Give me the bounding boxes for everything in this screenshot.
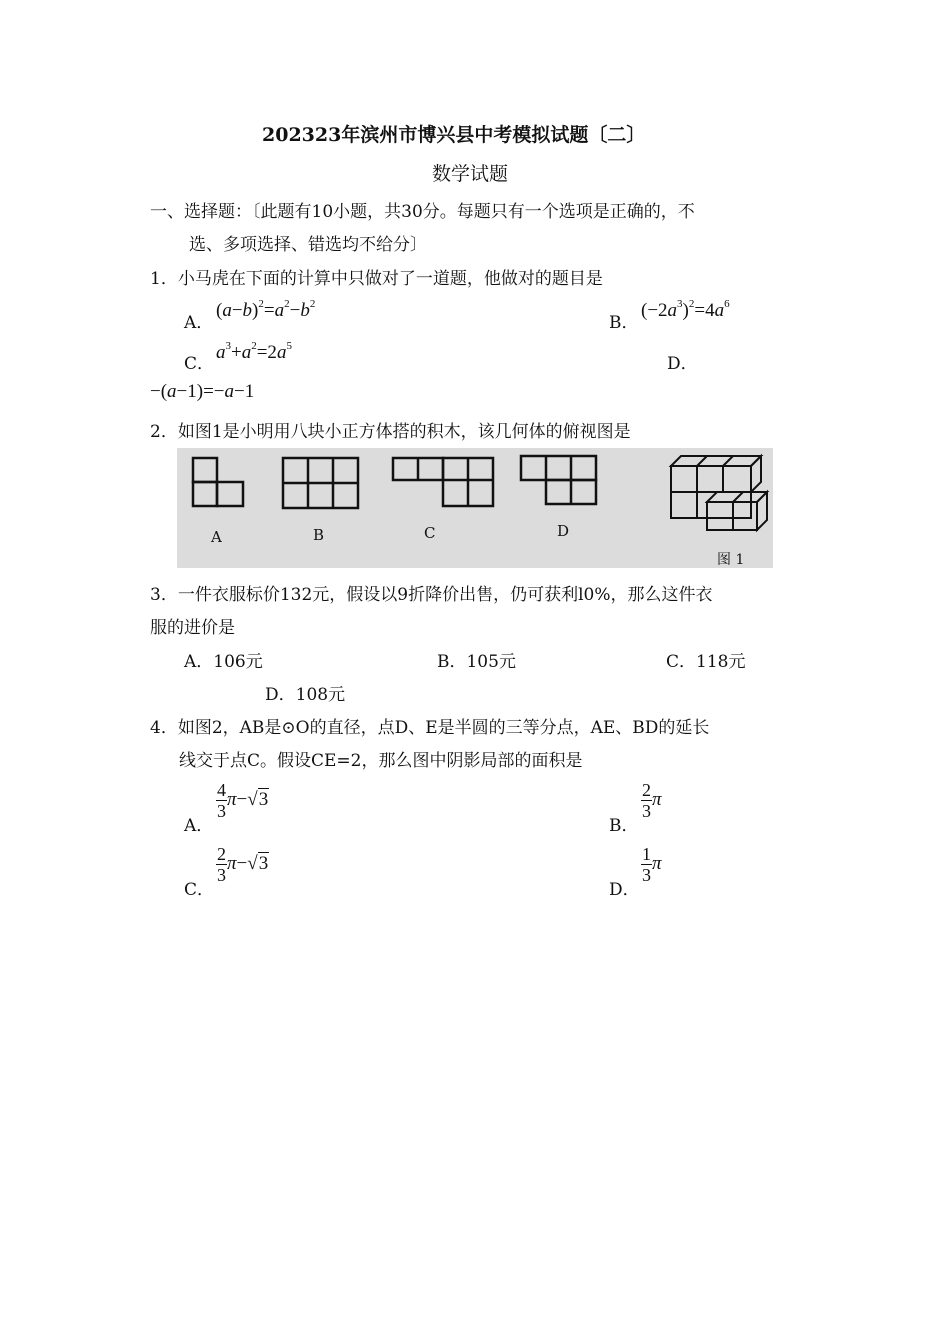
q4-option-b-formula: $\frac{2}{3}$ π bbox=[642, 780, 662, 821]
exam-subtitle: 数学试题 bbox=[432, 163, 509, 185]
q1-option-d-formula: −(a−1)=−a−1 bbox=[150, 381, 255, 402]
exam-title: 202323年滨州市博兴县中考模拟试题〔二〕 bbox=[262, 124, 646, 146]
q4-option-d-formula: $\frac{1}{3}$ π bbox=[642, 844, 662, 885]
view-a-grid bbox=[193, 458, 243, 506]
fig-label-a: A bbox=[211, 528, 222, 546]
figure-1-image bbox=[177, 448, 773, 568]
q3-option-c: C．118元 bbox=[666, 652, 746, 672]
section-heading-cont: 选、多项选择、错选均不给分〕 bbox=[189, 235, 427, 255]
q3-option-d: D．108元 bbox=[265, 685, 346, 705]
q4-option-d-label: D． bbox=[609, 880, 640, 900]
q3-option-a: A．106元 bbox=[184, 652, 263, 672]
fig-label-d: D bbox=[557, 522, 570, 540]
section-heading: 一、选择题：〔此题有10小题，共30分。每题只有一个选项是正确的，不 bbox=[150, 202, 695, 222]
q1-option-d-label: D． bbox=[667, 354, 698, 374]
q4-option-b-label: B． bbox=[609, 816, 639, 836]
q1-option-c-label: C． bbox=[184, 354, 215, 374]
q4-stem: 4．如图2，AB是⊙O的直径，点D、E是半圆的三等分点，AE、BD的延长 bbox=[150, 718, 710, 738]
q1-option-b-formula: $(-2a^3)^2=4a^6$ bbox=[641, 298, 730, 321]
fig-label-c: C bbox=[424, 524, 436, 542]
q3-stem-cont: 服的进价是 bbox=[150, 618, 235, 638]
q1-option-c-formula: $a^3+a^2=2a^5$ bbox=[216, 340, 292, 363]
q1-stem: 1．小马虎在下面的计算中只做对了一道题，他做对的题目是 bbox=[150, 269, 603, 289]
q4-option-c-formula: $\frac{2}{3}$ π−√3 bbox=[217, 844, 269, 885]
q2-stem: 2．如图1是小明用八块小正方体搭的积木，该几何体的俯视图是 bbox=[150, 422, 631, 442]
q1-option-b-label: B． bbox=[609, 313, 639, 333]
cube-stack-3d bbox=[671, 456, 767, 530]
q3-option-b: B．105元 bbox=[437, 652, 516, 672]
view-d-grid bbox=[521, 456, 596, 504]
figure-1-drawing bbox=[177, 448, 773, 568]
q3-stem: 3．一件衣服标价132元，假设以9折降价出售，仍可获利l0%，那么这件衣 bbox=[150, 585, 713, 605]
q4-option-a-formula: $\frac{4}{3}$ π−√3 bbox=[217, 780, 269, 821]
q1-option-a-label: A． bbox=[184, 313, 214, 333]
fig-caption: 图 1 bbox=[717, 552, 745, 568]
q4-option-c-label: C． bbox=[184, 880, 215, 900]
q1-option-a-formula: $(a-b)^2=a^2-b^2$ bbox=[216, 298, 316, 321]
q4-option-a-label: A． bbox=[184, 816, 214, 836]
view-b-grid bbox=[283, 458, 358, 508]
view-c-grid bbox=[393, 458, 493, 506]
fig-label-b: B bbox=[313, 526, 325, 544]
q4-stem-cont: 线交于点C。假设CE=2，那么图中阴影局部的面积是 bbox=[179, 751, 583, 771]
